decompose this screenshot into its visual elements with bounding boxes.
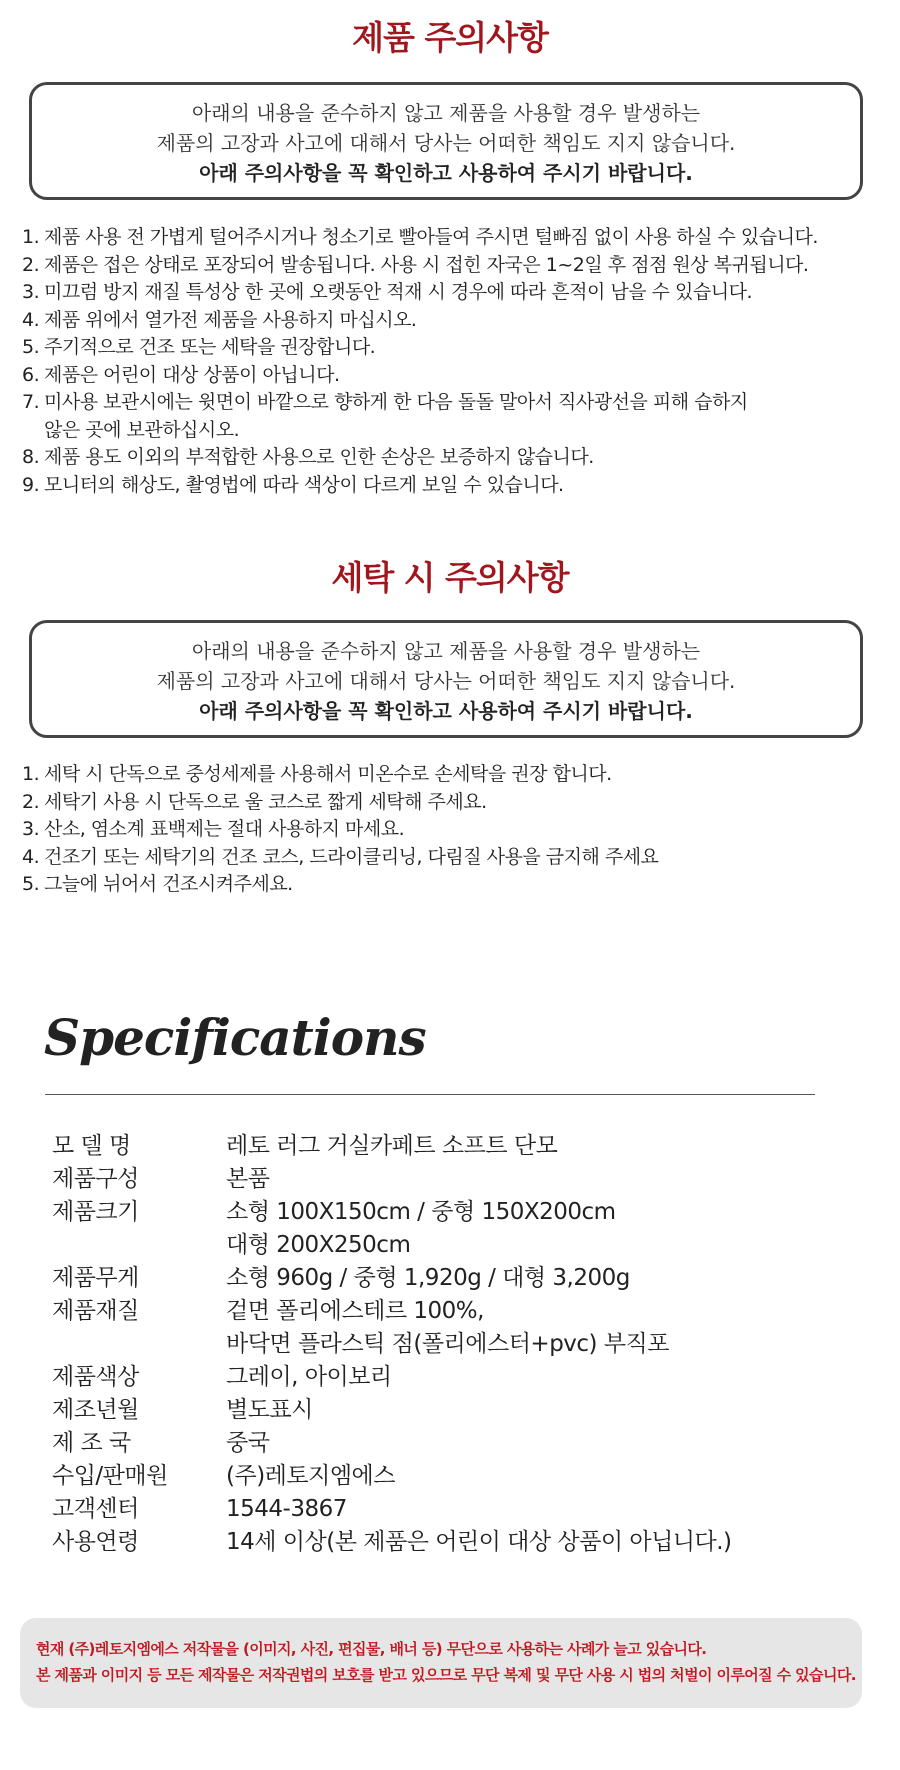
list-item: 2. 세탁기 사용 시 단독으로 울 코스로 짧게 세탁해 주세요. [22, 790, 487, 813]
spec-label: 고객센터 [52, 1496, 139, 1522]
spec-value: 중국 [226, 1430, 270, 1456]
spec-label: 제품구성 [52, 1166, 139, 1192]
wash-notice-title: 세탁 시 주의사항 [331, 558, 569, 597]
notice-line: 제품의 고장과 사고에 대해서 당사는 어떠한 책임도 지지 않습니다. [156, 131, 736, 155]
list-item: 2. 제품은 접은 상태로 포장되어 발송됩니다. 사용 시 접힌 자국은 1~2일 후 점점 원상 복귀됩니다. [22, 253, 809, 276]
spec-value: 별도표시 [226, 1397, 313, 1423]
spec-value: 본품 [226, 1166, 270, 1192]
notice-line: 아래의 내용을 준수하지 않고 제품을 사용할 경우 발생하는 [191, 101, 701, 125]
list-item: 4. 제품 위에서 열가전 제품을 사용하지 마십시오. [22, 308, 417, 331]
list-item: 5. 주기적으로 건조 또는 세탁을 권장합니다. [22, 336, 376, 358]
notice-emphasis: 아래 주의사항을 꼭 확인하고 사용하여 주시기 바랍니다. [199, 161, 693, 185]
spec-row [52, 1427, 732, 1460]
spec-value: 겉면 폴리에스테르 100%, [226, 1298, 484, 1324]
wash-notice-list [22, 761, 892, 899]
spec-value: 소형 100X150cm / 중형 150X200cm [226, 1199, 616, 1225]
list-item: 3. 산소, 염소계 표백제는 절대 사용하지 마세요. [22, 818, 405, 840]
spec-label: 모 델 명 [52, 1133, 131, 1159]
product-notice-list [22, 224, 892, 499]
copyright-notice [20, 1618, 862, 1708]
spec-value: 대형 200X250cm [226, 1232, 411, 1258]
product-notice-box [29, 82, 863, 200]
spec-row [52, 1130, 732, 1163]
spec-table [52, 1130, 732, 1559]
spec-label: 제품색상 [52, 1364, 139, 1390]
spec-value: 레토 러그 거실카페트 소프트 단모 [226, 1133, 558, 1159]
spec-row [52, 1361, 732, 1394]
list-item: 4. 건조기 또는 세탁기의 건조 코스, 드라이클리닝, 다림질 사용을 금지해 주세요 [22, 845, 659, 868]
wash-notice-box [29, 620, 863, 738]
spec-value: 1544-3867 [226, 1496, 347, 1522]
spec-label: 제조년월 [52, 1397, 139, 1423]
list-item: 8. 제품 용도 이외의 부적합한 사용으로 인한 손상은 보증하지 않습니다. [22, 446, 594, 468]
spec-row [52, 1328, 732, 1361]
spec-label: 사용연령 [52, 1529, 139, 1555]
spec-row [52, 1460, 732, 1493]
list-item: 1. 제품 사용 전 가볍게 털어주시거나 청소기로 빨아들여 주시면 털빠짐 없이 사용 하실 수 있습니다. [22, 226, 818, 248]
spec-row [52, 1526, 732, 1559]
spec-row [52, 1493, 732, 1526]
spec-row [52, 1262, 732, 1295]
specifications-heading: Specifications [44, 1008, 426, 1067]
spec-label: 제품무게 [52, 1265, 139, 1291]
spec-row [52, 1163, 732, 1196]
product-notice-title: 제품 주의사항 [352, 18, 548, 57]
spec-value: (주)레토지엠에스 [226, 1463, 395, 1489]
spec-label: 제품재질 [52, 1298, 139, 1324]
spec-row [52, 1394, 732, 1427]
spec-label: 제품크기 [52, 1199, 139, 1225]
spec-value: 14세 이상(본 제품은 어린이 대상 상품이 아닙니다.) [226, 1529, 732, 1555]
spec-label: 제 조 국 [52, 1430, 131, 1456]
spec-row [52, 1196, 732, 1229]
divider [45, 1094, 815, 1095]
list-item: 3. 미끄럼 방지 재질 특성상 한 곳에 오랫동안 적재 시 경우에 따라 흔적이 남을 수 있습니다. [22, 281, 752, 303]
spec-label [52, 1229, 226, 1262]
spec-row [52, 1229, 732, 1262]
notice-line: 아래의 내용을 준수하지 않고 제품을 사용할 경우 발생하는 [191, 639, 701, 663]
list-item: 5. 그늘에 뉘어서 건조시켜주세요. [22, 873, 293, 895]
list-item: 9. 모니터의 해상도, 촬영법에 따라 색상이 다르게 보일 수 있습니다. [22, 473, 564, 496]
copyright-line: 현재 (주)레토지엠에스 저작물을 (이미지, 사진, 편집물, 배너 등) 무단으로 사용하는 사례가 늘고 있습니다. [36, 1640, 707, 1658]
notice-emphasis: 아래 주의사항을 꼭 확인하고 사용하여 주시기 바랍니다. [199, 699, 693, 723]
list-item: 않은 곳에 보관하십시오. [44, 418, 240, 441]
copyright-line: 본 제품과 이미지 등 모든 제작물은 저작권법의 보호를 받고 있으므로 무단 복제 및 무단 사용 시 법의 처벌이 이루어질 수 있습니다. [36, 1666, 856, 1684]
list-item: 6. 제품은 어린이 대상 상품이 아닙니다. [22, 363, 340, 386]
spec-label: 수입/판매원 [52, 1463, 168, 1489]
list-item: 1. 세탁 시 단독으로 중성세제를 사용해서 미온수로 손세탁을 권장 합니다. [22, 763, 612, 785]
spec-value: 그레이, 아이보리 [226, 1364, 392, 1390]
notice-line: 제품의 고장과 사고에 대해서 당사는 어떠한 책임도 지지 않습니다. [156, 669, 736, 693]
spec-row [52, 1295, 732, 1328]
spec-value: 소형 960g / 중형 1,920g / 대형 3,200g [226, 1265, 630, 1291]
list-item: 7. 미사용 보관시에는 윗면이 바깥으로 향하게 한 다음 돌돌 말아서 직사광선을 피해 습하지 [22, 391, 748, 413]
spec-value: 바닥면 플라스틱 점(폴리에스터+pvc) 부직포 [226, 1331, 669, 1357]
spec-label [52, 1328, 226, 1361]
